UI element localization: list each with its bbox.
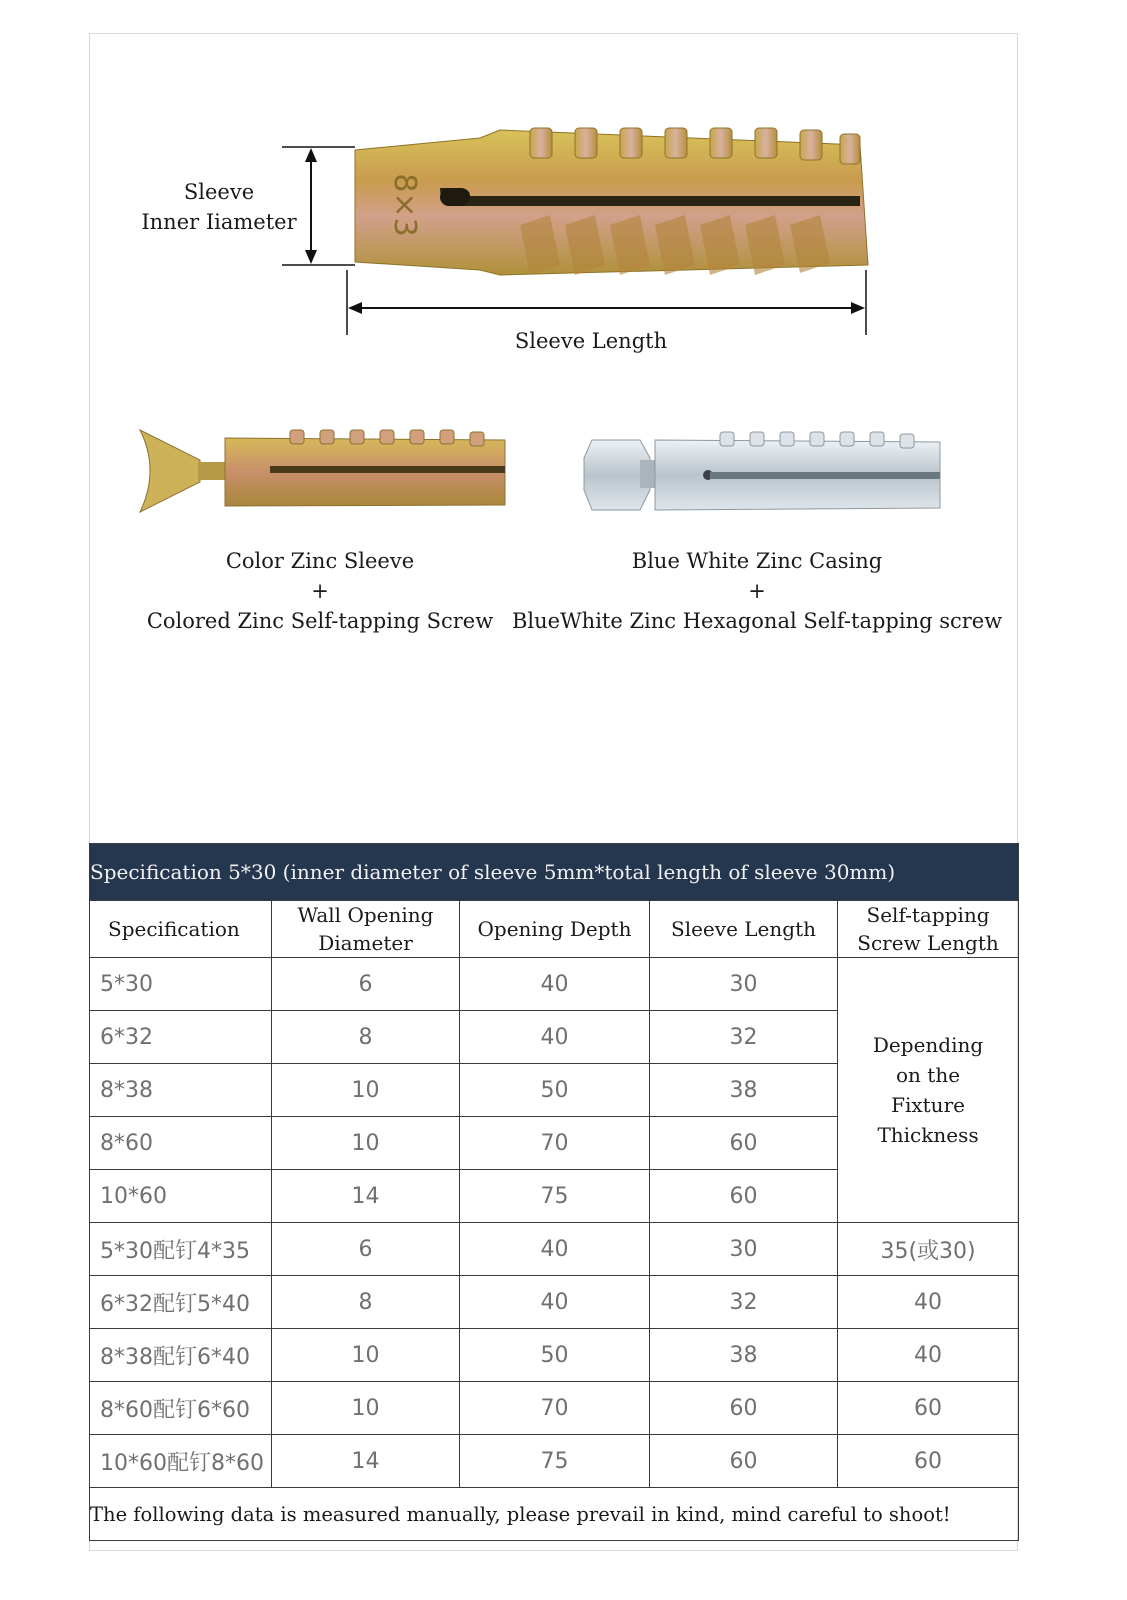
cell: 6	[272, 1223, 460, 1276]
cell: 30	[650, 958, 838, 1011]
cell: 10	[272, 1382, 460, 1435]
spec-cell: 6*32	[90, 1011, 272, 1064]
cell: 60	[650, 1117, 838, 1170]
spec-cell: 5*30配钉4*35	[90, 1223, 272, 1276]
cell: 10	[272, 1117, 460, 1170]
inner-diameter-label-1: Sleeve	[183, 180, 255, 204]
cell: 50	[460, 1329, 650, 1382]
spec-cell: 5*30	[90, 958, 272, 1011]
spec-cell: 6*32配钉5*40	[90, 1276, 272, 1329]
table-row	[90, 1223, 1019, 1276]
cell: 40	[460, 1223, 650, 1276]
product-1-line2: Colored Zinc Self-tapping Screw	[146, 609, 494, 633]
col-header-screw-length: Self-tapping Screw Length	[838, 901, 1019, 958]
cell: 38	[650, 1329, 838, 1382]
cell: 60	[650, 1170, 838, 1223]
cell: 32	[650, 1276, 838, 1329]
cell: 14	[272, 1170, 460, 1223]
spec-cell: 8*38	[90, 1064, 272, 1117]
table-row	[90, 1382, 1019, 1435]
cell: 30	[650, 1223, 838, 1276]
cell: 60	[838, 1435, 1019, 1488]
cell: 75	[460, 1435, 650, 1488]
cell: 14	[272, 1435, 460, 1488]
table-row	[90, 958, 1019, 1011]
col-header-specification: Specification	[90, 901, 272, 958]
sleeve-length-label: Sleeve Length	[514, 329, 668, 353]
col-header-sleeve-length: Sleeve Length	[650, 901, 838, 958]
cell: 32	[650, 1011, 838, 1064]
product-1-line1: Color Zinc Sleeve	[225, 549, 415, 573]
cell: 70	[460, 1382, 650, 1435]
spec-cell: 8*60	[90, 1117, 272, 1170]
cell: 40	[460, 1011, 650, 1064]
cell: 10	[272, 1064, 460, 1117]
col-header-wall-opening-diameter: Wall Opening Diameter	[272, 901, 460, 958]
table-caption: Specification 5*30 (inner diameter of sleeve 5mm*total length of sleeve 30mm)	[90, 844, 1019, 901]
merged-note-cell: Depending on the Fixture Thickness	[838, 958, 1019, 1223]
product-2-plus: +	[748, 579, 766, 603]
spec-cell: 10*60配钉8*60	[90, 1435, 272, 1488]
color-zinc-anchor-photo	[0, 0, 1127, 560]
product-1-plus: +	[311, 579, 329, 603]
cell: 8	[272, 1011, 460, 1064]
table-row	[90, 1329, 1019, 1382]
sleeve-marking: 8×3	[387, 173, 422, 237]
col-header-opening-depth: Opening Depth	[460, 901, 650, 958]
cell: 40	[838, 1329, 1019, 1382]
cell: 38	[650, 1064, 838, 1117]
cell: 50	[460, 1064, 650, 1117]
cell: 35(或30)	[838, 1223, 1019, 1276]
cell: 60	[650, 1382, 838, 1435]
table-row	[90, 1276, 1019, 1329]
table-footer-note: The following data is measured manually, please prevail in kind, mind careful to shoot!	[90, 1488, 1019, 1541]
table-row	[90, 1435, 1019, 1488]
cell: 8	[272, 1276, 460, 1329]
product-2-line1: Blue White Zinc Casing	[631, 549, 883, 573]
cell: 75	[460, 1170, 650, 1223]
inner-diameter-label-2: Inner Iiameter	[141, 210, 297, 234]
cell: 60	[650, 1435, 838, 1488]
cell: 40	[838, 1276, 1019, 1329]
cell: 40	[460, 958, 650, 1011]
cell: 60	[838, 1382, 1019, 1435]
cell: 6	[272, 958, 460, 1011]
spec-table	[89, 843, 1019, 1541]
spec-cell: 8*60配钉6*60	[90, 1382, 272, 1435]
spec-cell: 8*38配钉6*40	[90, 1329, 272, 1382]
cell: 10	[272, 1329, 460, 1382]
cell: 40	[460, 1276, 650, 1329]
cell: 70	[460, 1117, 650, 1170]
spec-cell: 10*60	[90, 1170, 272, 1223]
product-2-line2: BlueWhite Zinc Hexagonal Self-tapping screw	[512, 609, 1003, 633]
